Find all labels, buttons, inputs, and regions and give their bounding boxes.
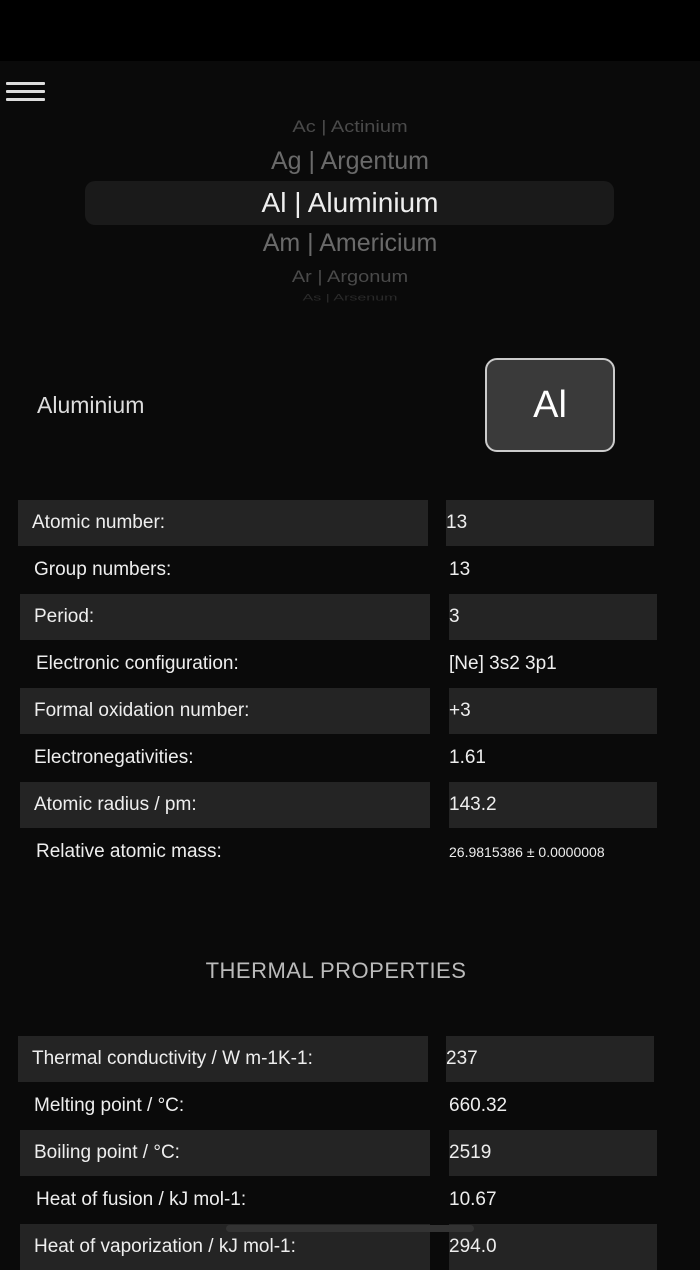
property-row bbox=[0, 1130, 700, 1176]
property-label: Boiling point / °C: bbox=[20, 1130, 430, 1176]
property-row bbox=[0, 641, 700, 687]
property-row bbox=[0, 688, 700, 734]
property-row bbox=[0, 594, 700, 640]
picker-item[interactable]: Ar | Argonum bbox=[291, 267, 409, 287]
property-label: Group numbers: bbox=[34, 559, 172, 580]
section-title-thermal: THERMAL PROPERTIES bbox=[205, 958, 467, 983]
property-value: 26.9815386 ± 0.0000008 bbox=[449, 844, 605, 860]
picker-item[interactable]: Ac | Actinium bbox=[292, 117, 408, 137]
hamburger-menu-icon[interactable] bbox=[6, 82, 46, 104]
element-symbol: Al bbox=[533, 383, 567, 426]
property-label: Period: bbox=[20, 594, 430, 640]
property-label: Melting point / °C: bbox=[34, 1095, 185, 1116]
property-label: Atomic radius / pm: bbox=[20, 782, 430, 828]
picker-item[interactable]: As | Arsenum bbox=[302, 292, 398, 303]
property-row bbox=[0, 1177, 700, 1223]
property-value: 143.2 bbox=[449, 782, 657, 828]
property-label: Electronegativities: bbox=[34, 747, 194, 768]
property-label: Heat of vaporization / kJ mol-1: bbox=[20, 1224, 430, 1270]
element-name: Aluminium bbox=[37, 392, 145, 418]
element-symbol-tile bbox=[485, 358, 615, 452]
property-label: Thermal conductivity / W m-1K-1: bbox=[18, 1036, 428, 1082]
property-label: Heat of fusion / kJ mol-1: bbox=[36, 1189, 247, 1210]
property-label: Atomic number: bbox=[18, 500, 428, 546]
property-value: 10.67 bbox=[449, 1189, 497, 1210]
property-label: Formal oxidation number: bbox=[20, 688, 430, 734]
property-row bbox=[0, 1083, 700, 1129]
property-value: [Ne] 3s2 3p1 bbox=[449, 653, 557, 674]
picker-item-selected[interactable]: Al | Aluminium bbox=[261, 187, 439, 218]
scroll-indicator[interactable] bbox=[226, 1225, 474, 1232]
property-value: +3 bbox=[449, 688, 657, 734]
property-value: 3 bbox=[449, 594, 657, 640]
picker-item[interactable]: Am | Americium bbox=[262, 229, 438, 257]
element-picker[interactable] bbox=[0, 110, 700, 305]
property-value: 13 bbox=[449, 559, 471, 580]
property-value: 660.32 bbox=[449, 1095, 508, 1116]
property-row bbox=[0, 735, 700, 781]
property-value: 294.0 bbox=[449, 1224, 657, 1270]
property-row bbox=[0, 547, 700, 593]
property-row bbox=[0, 829, 700, 875]
property-value: 13 bbox=[446, 500, 654, 546]
property-row bbox=[0, 500, 700, 546]
property-value: 237 bbox=[446, 1036, 654, 1082]
property-label: Relative atomic mass: bbox=[36, 841, 222, 862]
property-label: Electronic configuration: bbox=[36, 653, 239, 674]
property-value: 2519 bbox=[449, 1130, 657, 1176]
status-bar bbox=[0, 0, 700, 61]
property-row bbox=[0, 1036, 700, 1082]
property-row bbox=[0, 782, 700, 828]
property-value: 1.61 bbox=[449, 747, 486, 768]
picker-item[interactable]: Ag | Argentum bbox=[271, 147, 429, 175]
